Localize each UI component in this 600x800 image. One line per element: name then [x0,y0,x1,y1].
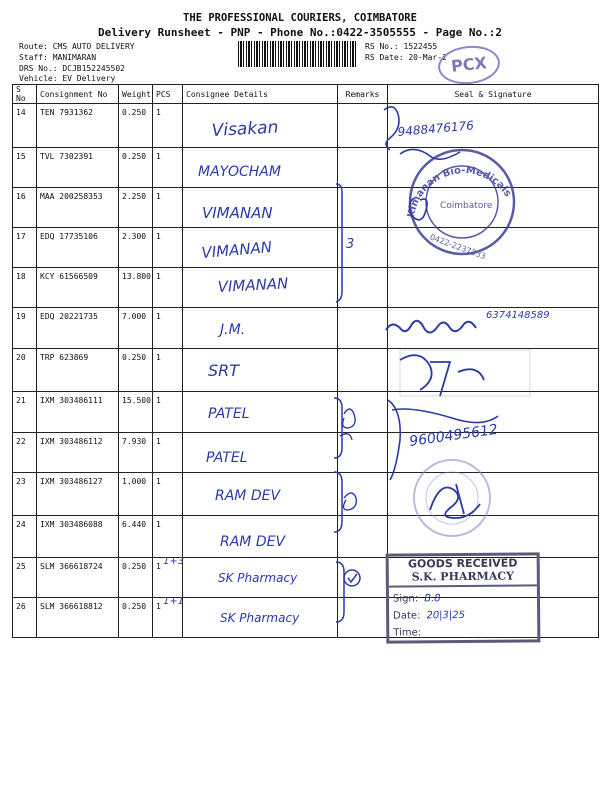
cell-remarks [338,308,388,349]
handwritten-consignee: PATEL [206,450,248,466]
table-row [13,392,599,433]
cell-seal [388,308,599,349]
cell-consignee [183,228,338,268]
cell-sno: 22 [13,433,37,473]
handwritten-consignee: VIMANAN [217,274,289,296]
cell-sno: 19 [13,308,37,349]
sign-label: Sign: [392,593,419,605]
table-row [13,308,599,349]
cell-consignee [183,349,338,392]
cell-sno: 20 [13,349,37,392]
table-row [13,228,599,268]
drs-number: DRS No.: DCJB152245502 [19,64,125,73]
cell-weight: 1.000 [119,473,153,516]
col-consignee: Consignee Details [183,85,338,104]
col-seal: Seal & Signature [388,85,599,104]
handwritten-consignee: RAM DEV [220,534,286,550]
cell-weight: 13.800 [119,268,153,308]
cell-sno: 23 [13,473,37,516]
cell-pcs: 1 [153,433,183,473]
handwritten-pcs-note: 1+3 [163,556,185,567]
handwritten-phone: 9488476176 [397,118,475,139]
cell-pcs: 1 [153,268,183,308]
cell-consignee [183,433,338,473]
cell-seal [388,188,599,228]
runsheet-title: Delivery Runsheet - PNP - Phone No.:0422-3505555 - Page No.:2 [98,26,502,39]
table-row [13,473,599,516]
table-row [13,148,599,188]
cell-remarks [338,188,388,228]
cell-consignment: TEN 7931362 [37,104,119,148]
company-title: THE PROFESSIONAL COURIERS, COIMBATORE [183,12,417,24]
goods-date-line [393,609,533,621]
cell-remarks [338,268,388,308]
table-row [13,349,599,392]
cell-remarks [338,349,388,392]
cell-pcs: 1 [153,516,183,558]
handwritten-consignee: J.M. [220,322,246,338]
cell-consignee [183,392,338,433]
cell-remarks [338,598,388,638]
handwritten-consignee: MAYOCHAM [198,164,281,180]
cell-consignee [183,516,338,558]
handwritten-consignee: SRT [208,361,240,380]
cell-sno: 16 [13,188,37,228]
table-row [13,433,599,473]
time-label: Time: [393,627,422,639]
cell-pcs: 1 [153,228,183,268]
goods-time-line [393,626,533,638]
table-row [13,104,599,148]
cell-seal [388,473,599,516]
cell-consignment: EDQ 20221735 [37,308,119,349]
col-remarks: Remarks [338,85,388,104]
cell-consignment: IXM 303486127 [37,473,119,516]
cell-remarks [338,433,388,473]
cell-sno: 24 [13,516,37,558]
cell-pcs: 1 [153,148,183,188]
cell-weight: 0.250 [119,598,153,638]
cell-weight: 2.300 [119,228,153,268]
cell-pcs: 1 [153,558,183,598]
handwritten-consignee: SK Pharmacy [220,611,300,625]
goods-title: GOODS RECEIVED [407,556,518,571]
handwritten-consignee: Visakan [211,117,279,141]
cell-weight: 0.250 [119,104,153,148]
handwritten-consignee: PATEL [208,406,250,422]
cell-weight: 7.000 [119,308,153,349]
table-header-row [13,85,599,104]
cell-consignee [183,148,338,188]
cell-sno: 26 [13,598,37,638]
col-pcs: PCS [153,85,183,104]
cell-weight: 0.250 [119,558,153,598]
cell-seal [388,148,599,188]
stamp-city: Coimbatore [440,201,493,211]
cell-consignee [183,104,338,148]
cell-weight: 2.250 [119,188,153,228]
cell-sno: 17 [13,228,37,268]
cell-seal [388,104,599,148]
cell-remarks [338,104,388,148]
table-row [13,268,599,308]
table-row [13,516,599,558]
handwritten-pcs-note: 1+1 [163,596,185,607]
cell-consignment: IXM 303486111 [37,392,119,433]
rs-date: RS Date: 20-Mar-2 [365,53,447,62]
cell-remarks [338,558,388,598]
cell-consignment: TRP 623869 [37,349,119,392]
barcode-image [238,41,356,67]
cell-pcs: 1 [153,104,183,148]
cell-consignment: SLM 366618724 [37,558,119,598]
cell-consignee [183,598,338,638]
cell-sno: 18 [13,268,37,308]
cell-consignment: IXM 303486112 [37,433,119,473]
sign-value: B.8 [424,593,441,605]
stamp-arc-text: Kimanan Bio-Medicals [405,165,514,219]
goods-pharmacy-name: S.K. PHARMACY [389,569,537,587]
goods-received-stamp [386,552,541,643]
cell-pcs: 1 [153,188,183,228]
cell-remarks [338,392,388,433]
cell-consignment: KCY 61566509 [37,268,119,308]
cell-consignee [183,268,338,308]
col-sno: S No [13,85,37,104]
handwritten-consignee: SK Pharmacy [218,571,298,585]
cell-consignment: TVL 7302391 [37,148,119,188]
table-row [13,188,599,228]
goods-sign-line [393,592,533,604]
handwritten-consignee: VIMANAN [202,204,273,222]
cell-sno: 21 [13,392,37,433]
cell-consignee [183,308,338,349]
cell-consignee [183,188,338,228]
cell-pcs: 1 [153,598,183,638]
cell-seal [388,228,599,268]
cell-pcs: 1 [153,308,183,349]
cell-remarks [338,148,388,188]
vehicle-label: Vehicle: EV Delivery [19,74,116,83]
cell-pcs: 1 [153,392,183,433]
cell-remarks [338,473,388,516]
cell-weight: 0.250 [119,349,153,392]
cell-remarks [338,228,388,268]
cell-pcs: 1 [153,473,183,516]
cell-weight: 6.440 [119,516,153,558]
cell-seal [388,392,599,433]
cell-seal [388,268,599,308]
cell-consignment: SLM 366618812 [37,598,119,638]
cell-seal [388,349,599,392]
cell-consignment: MAA 200258353 [37,188,119,228]
cell-weight: 15.500 [119,392,153,433]
cell-seal [388,516,599,558]
col-consignment: Consignment No [37,85,119,104]
cell-consignment: IXM 303486088 [37,516,119,558]
route-label: Route: CMS AUTO DELIVERY [19,42,135,51]
date-label: Date: [393,610,421,622]
cell-sno: 25 [13,558,37,598]
handwritten-phone: 6374148589 [486,310,550,321]
handwritten-consignee: VIMANAN [200,237,273,262]
cell-seal [388,433,599,473]
cell-consignee [183,473,338,516]
staff-label: Staff: MANIMARAN [19,53,97,62]
cell-pcs: 1 [153,349,183,392]
cell-consignment: EDQ 17735106 [37,228,119,268]
stamp-phone: 0422-2237333 [428,232,487,262]
cell-sno: 14 [13,104,37,148]
date-value: 20|3|25 [426,609,466,622]
handwritten-consignee: RAM DEV [215,488,281,504]
cell-remarks [338,516,388,558]
remark-count: 3 [346,237,355,252]
cell-weight: 7.930 [119,433,153,473]
cell-consignee [183,558,338,598]
pcx-stamp: PCX [436,43,502,87]
rs-number: RS No.: 1522455 [365,42,438,51]
handwritten-phone: 9600495612 [408,421,499,450]
cell-sno: 15 [13,148,37,188]
col-weight: Weight [119,85,153,104]
cell-weight: 0.250 [119,148,153,188]
